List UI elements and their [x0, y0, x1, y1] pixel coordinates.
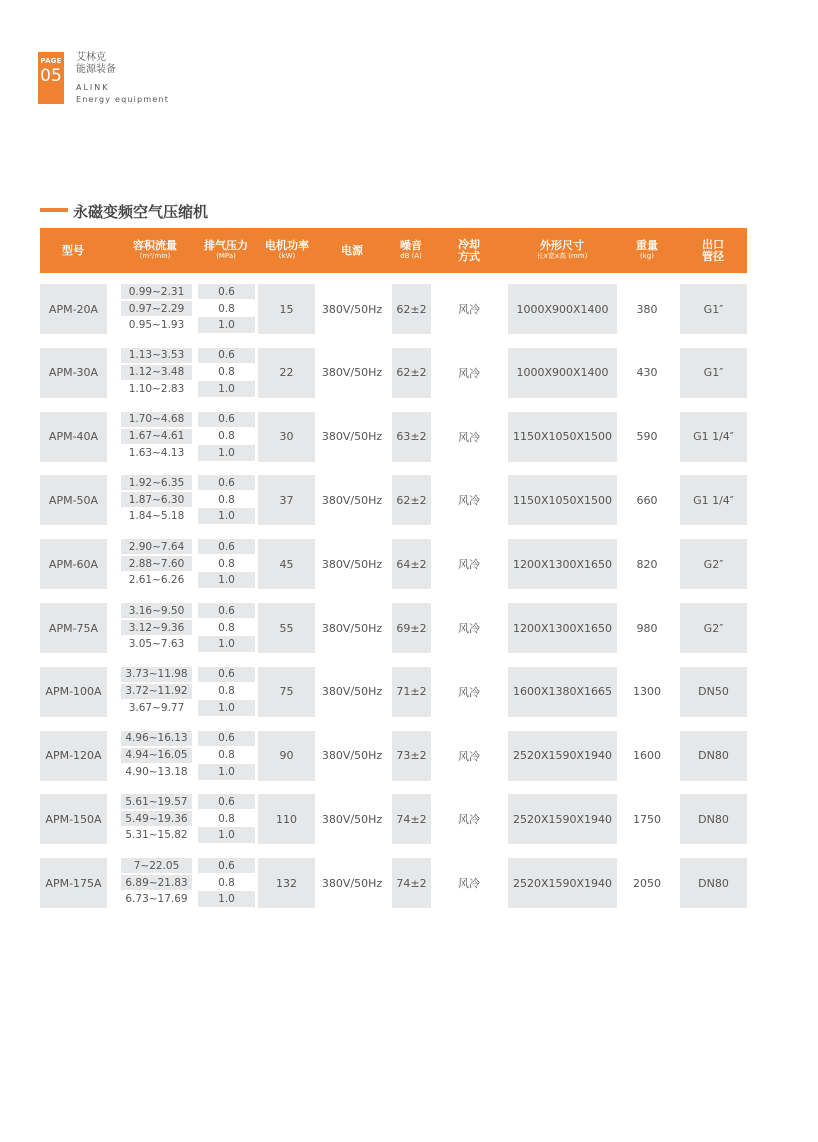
flow-cell-group [121, 348, 192, 398]
noise-cell: 62±2 [392, 348, 431, 398]
pressure-cell-group [198, 348, 255, 398]
pressure-cell-group [198, 475, 255, 525]
pressure-value: 1.0 [198, 700, 255, 716]
col-header-supply [341, 228, 363, 273]
flow-value: 1.70~4.68 [121, 412, 192, 427]
flow-cell-group [121, 794, 192, 844]
page-number: 05 [40, 66, 62, 86]
weight-cell: 590 [636, 430, 658, 444]
flow-value: 3.12~9.36 [121, 620, 192, 635]
table-row [40, 667, 747, 717]
pressure-value: 0.8 [218, 430, 235, 443]
model-cell: APM-40A [40, 412, 107, 462]
dims-cell: 1150X1050X1500 [508, 475, 617, 525]
table-row [40, 731, 747, 781]
pressure-value: 0.6 [198, 348, 255, 363]
supply-cell: 380V/50Hz [321, 812, 383, 826]
pressure-value: 1.0 [198, 891, 255, 907]
power-cell: 45 [258, 539, 315, 589]
supply-cell: 380V/50Hz [321, 876, 383, 890]
weight-cell: 980 [636, 621, 658, 635]
flow-value: 0.99~2.31 [121, 284, 192, 299]
flow-value: 5.49~19.36 [121, 811, 192, 826]
dims-cell: 1000X900X1400 [508, 284, 617, 334]
pressure-cell-group [198, 603, 255, 653]
brand-en-line-2: Energy equipment [76, 95, 170, 104]
col-header-dims [537, 228, 588, 273]
pressure-value: 0.8 [218, 749, 235, 762]
brand-cn-line-1: 艾林克 [76, 52, 106, 63]
flow-value: 1.87~6.30 [121, 492, 192, 507]
pressure-value: 0.6 [198, 603, 255, 618]
power-cell: 15 [258, 284, 315, 334]
col-noise-unit: dB (A) [400, 252, 422, 260]
pressure-value: 0.6 [198, 284, 255, 299]
pressure-value: 0.8 [218, 685, 235, 698]
flow-value: 5.61~19.57 [121, 794, 192, 809]
col-flow-label: 容积流量 [133, 239, 177, 252]
col-weight-unit: (kg) [640, 252, 654, 260]
supply-cell: 380V/50Hz [321, 685, 383, 699]
pressure-cell-group [198, 284, 255, 334]
flow-value: 3.72~11.92 [121, 684, 192, 699]
cooling-cell: 风冷 [458, 749, 480, 763]
supply-cell: 380V/50Hz [321, 749, 383, 763]
dims-cell: 2520X1590X1940 [508, 731, 617, 781]
flow-value: 3.16~9.50 [121, 603, 192, 618]
col-outlet-label-2: 管径 [702, 249, 724, 263]
flow-value: 4.94~16.05 [121, 748, 192, 763]
flow-value: 1.84~5.18 [128, 510, 185, 523]
flow-cell-group [121, 284, 192, 334]
pressure-value: 1.0 [198, 572, 255, 588]
flow-value: 1.10~2.83 [128, 382, 185, 395]
pressure-cell-group [198, 667, 255, 717]
cooling-cell: 风冷 [458, 877, 480, 891]
col-power-label: 电机功率 [265, 239, 309, 252]
flow-cell-group [121, 667, 192, 717]
noise-cell: 71±2 [392, 667, 431, 717]
pressure-cell-group [198, 539, 255, 589]
pressure-value: 1.0 [198, 317, 255, 333]
col-cooling-label-1: 冷却 [458, 237, 480, 251]
flow-cell-group [121, 858, 192, 908]
weight-cell: 660 [636, 493, 658, 507]
col-model-label: 型号 [62, 243, 84, 257]
flow-value: 1.12~3.48 [121, 365, 192, 380]
pressure-value: 1.0 [198, 764, 255, 780]
model-cell: APM-20A [40, 284, 107, 334]
pressure-value: 0.6 [198, 412, 255, 427]
supply-cell: 380V/50Hz [321, 557, 383, 571]
col-header-weight [636, 228, 658, 273]
col-header-cooling [458, 228, 480, 273]
flow-cell-group [121, 603, 192, 653]
weight-cell: 820 [636, 557, 658, 571]
cooling-cell: 风冷 [458, 685, 480, 699]
pressure-value: 0.8 [218, 812, 235, 825]
power-cell: 55 [258, 603, 315, 653]
col-header-pressure [204, 228, 248, 273]
flow-value: 0.95~1.93 [128, 319, 185, 331]
outlet-cell: G1″ [680, 348, 747, 398]
flow-value: 6.89~21.83 [121, 875, 192, 890]
col-header-outlet [702, 228, 724, 273]
pressure-value: 0.6 [198, 794, 255, 809]
cooling-cell: 风冷 [458, 430, 480, 444]
noise-cell: 62±2 [392, 284, 431, 334]
power-cell: 75 [258, 667, 315, 717]
pressure-value: 0.8 [218, 621, 235, 634]
flow-value: 2.88~7.60 [121, 556, 192, 571]
dims-cell: 2520X1590X1940 [508, 794, 617, 844]
col-header-flow [133, 228, 177, 273]
pressure-value: 1.0 [198, 508, 255, 524]
pressure-cell-group [198, 412, 255, 462]
page-label: PAGE [40, 57, 62, 65]
flow-cell-group [121, 475, 192, 525]
pressure-value: 0.6 [198, 475, 255, 490]
weight-cell: 1750 [633, 812, 661, 826]
brand-en-line-1: ALINK [76, 83, 110, 92]
pressure-value: 0.6 [198, 539, 255, 554]
table-row [40, 539, 747, 589]
dims-cell: 2520X1590X1940 [508, 858, 617, 908]
pressure-value: 1.0 [198, 381, 255, 397]
outlet-cell: G1″ [680, 284, 747, 334]
dims-cell: 1200X1300X1650 [508, 539, 617, 589]
pressure-cell-group [198, 858, 255, 908]
power-cell: 110 [258, 794, 315, 844]
pressure-value: 1.0 [198, 445, 255, 461]
flow-value: 2.61~6.26 [128, 574, 185, 587]
flow-cell-group [121, 731, 192, 781]
dims-cell: 1600X1380X1665 [508, 667, 617, 717]
flow-value: 0.97~2.29 [121, 301, 192, 316]
noise-cell: 63±2 [392, 412, 431, 462]
power-cell: 30 [258, 412, 315, 462]
noise-cell: 62±2 [392, 475, 431, 525]
weight-cell: 1300 [633, 685, 661, 699]
flow-value: 4.90~13.18 [125, 765, 188, 778]
noise-cell: 73±2 [392, 731, 431, 781]
noise-cell: 74±2 [392, 794, 431, 844]
pressure-value: 0.6 [198, 731, 255, 746]
col-weight-label: 重量 [636, 239, 658, 252]
pressure-value: 0.6 [198, 667, 255, 682]
pressure-cell-group [198, 731, 255, 781]
noise-cell: 64±2 [392, 539, 431, 589]
table-row [40, 794, 747, 844]
table-row [40, 603, 747, 653]
col-power-unit: (kW) [278, 252, 296, 260]
noise-cell: 69±2 [392, 603, 431, 653]
flow-value: 1.63~4.13 [128, 446, 185, 459]
model-cell: APM-75A [40, 603, 107, 653]
col-header-model [62, 228, 84, 273]
cooling-cell: 风冷 [458, 494, 480, 508]
supply-cell: 380V/50Hz [321, 366, 383, 380]
brand-block [76, 52, 169, 105]
dims-cell: 1200X1300X1650 [508, 603, 617, 653]
pressure-value: 1.0 [198, 827, 255, 843]
power-cell: 90 [258, 731, 315, 781]
brand-cn-line-2: 能源装备 [76, 64, 116, 75]
col-pressure-unit: (MPa) [216, 252, 236, 260]
flow-value: 1.92~6.35 [121, 475, 192, 490]
pressure-value: 0.8 [218, 493, 235, 506]
flow-value: 4.96~16.13 [121, 731, 192, 746]
pressure-value: 0.8 [218, 557, 235, 570]
col-header-power [265, 228, 309, 273]
flow-value: 2.90~7.64 [121, 539, 192, 554]
noise-cell: 74±2 [392, 858, 431, 908]
outlet-cell: DN80 [680, 858, 747, 908]
flow-value: 3.05~7.63 [128, 638, 185, 650]
cooling-cell: 风冷 [458, 366, 480, 380]
model-cell: APM-150A [40, 794, 107, 844]
dims-cell: 1000X900X1400 [508, 348, 617, 398]
supply-cell: 380V/50Hz [321, 493, 383, 507]
table-row [40, 348, 747, 398]
section-title: 永磁变频空气压缩机 [73, 203, 209, 221]
supply-cell: 380V/50Hz [321, 621, 383, 635]
model-cell: APM-175A [40, 858, 107, 908]
weight-cell: 2050 [633, 876, 661, 890]
flow-value: 7~22.05 [121, 858, 192, 873]
flow-value: 1.13~3.53 [121, 348, 192, 363]
table-row [40, 858, 747, 908]
col-outlet-label-1: 出口 [702, 237, 724, 251]
flow-cell-group [121, 412, 192, 462]
model-cell: APM-100A [40, 667, 107, 717]
weight-cell: 1600 [633, 749, 661, 763]
dims-cell: 1150X1050X1500 [508, 412, 617, 462]
supply-cell: 380V/50Hz [321, 302, 383, 316]
table-header [40, 228, 747, 273]
col-flow-unit: (m³/min) [139, 252, 171, 260]
power-cell: 37 [258, 475, 315, 525]
flow-value: 3.73~11.98 [121, 667, 192, 682]
power-cell: 22 [258, 348, 315, 398]
pressure-value: 0.8 [218, 302, 235, 315]
power-cell: 132 [258, 858, 315, 908]
cooling-cell: 风冷 [458, 813, 480, 827]
outlet-cell: DN50 [680, 667, 747, 717]
model-cell: APM-120A [40, 731, 107, 781]
outlet-cell: DN80 [680, 731, 747, 781]
table-row [40, 475, 747, 525]
table-row [40, 284, 747, 334]
col-supply-label: 电源 [341, 243, 363, 257]
cooling-cell: 风冷 [458, 558, 480, 572]
page-badge [38, 52, 64, 104]
outlet-cell: G1 1/4″ [680, 412, 747, 462]
flow-value: 3.67~9.77 [128, 701, 185, 714]
outlet-cell: G2″ [680, 539, 747, 589]
col-header-noise [400, 228, 422, 273]
col-dims-unit: 长x宽x高 (mm) [536, 252, 588, 260]
supply-cell: 380V/50Hz [321, 430, 383, 444]
cooling-cell: 风冷 [458, 622, 480, 635]
model-cell: APM-50A [40, 475, 107, 525]
outlet-cell: G1 1/4″ [680, 475, 747, 525]
flow-value: 6.73~17.69 [125, 893, 188, 906]
model-cell: APM-30A [40, 348, 107, 398]
outlet-cell: DN80 [680, 794, 747, 844]
cooling-cell: 风冷 [458, 303, 480, 316]
flow-value: 1.67~4.61 [121, 429, 192, 444]
pressure-value: 0.6 [198, 858, 255, 873]
section-accent-bar [40, 208, 68, 212]
flow-cell-group [121, 539, 192, 589]
pressure-value: 0.8 [218, 876, 235, 889]
model-cell: APM-60A [40, 539, 107, 589]
col-noise-label: 噪音 [400, 239, 422, 252]
pressure-cell-group [198, 794, 255, 844]
outlet-cell: G2″ [680, 603, 747, 653]
col-dims-label: 外形尺寸 [540, 239, 584, 252]
table-row [40, 412, 747, 462]
weight-cell: 430 [636, 366, 658, 380]
flow-value: 5.31~15.82 [125, 829, 188, 842]
col-pressure-label: 排气压力 [204, 239, 248, 252]
pressure-value: 1.0 [198, 636, 255, 652]
pressure-value: 0.8 [218, 366, 235, 379]
weight-cell: 380 [636, 302, 658, 316]
col-cooling-label-2: 方式 [458, 249, 480, 263]
